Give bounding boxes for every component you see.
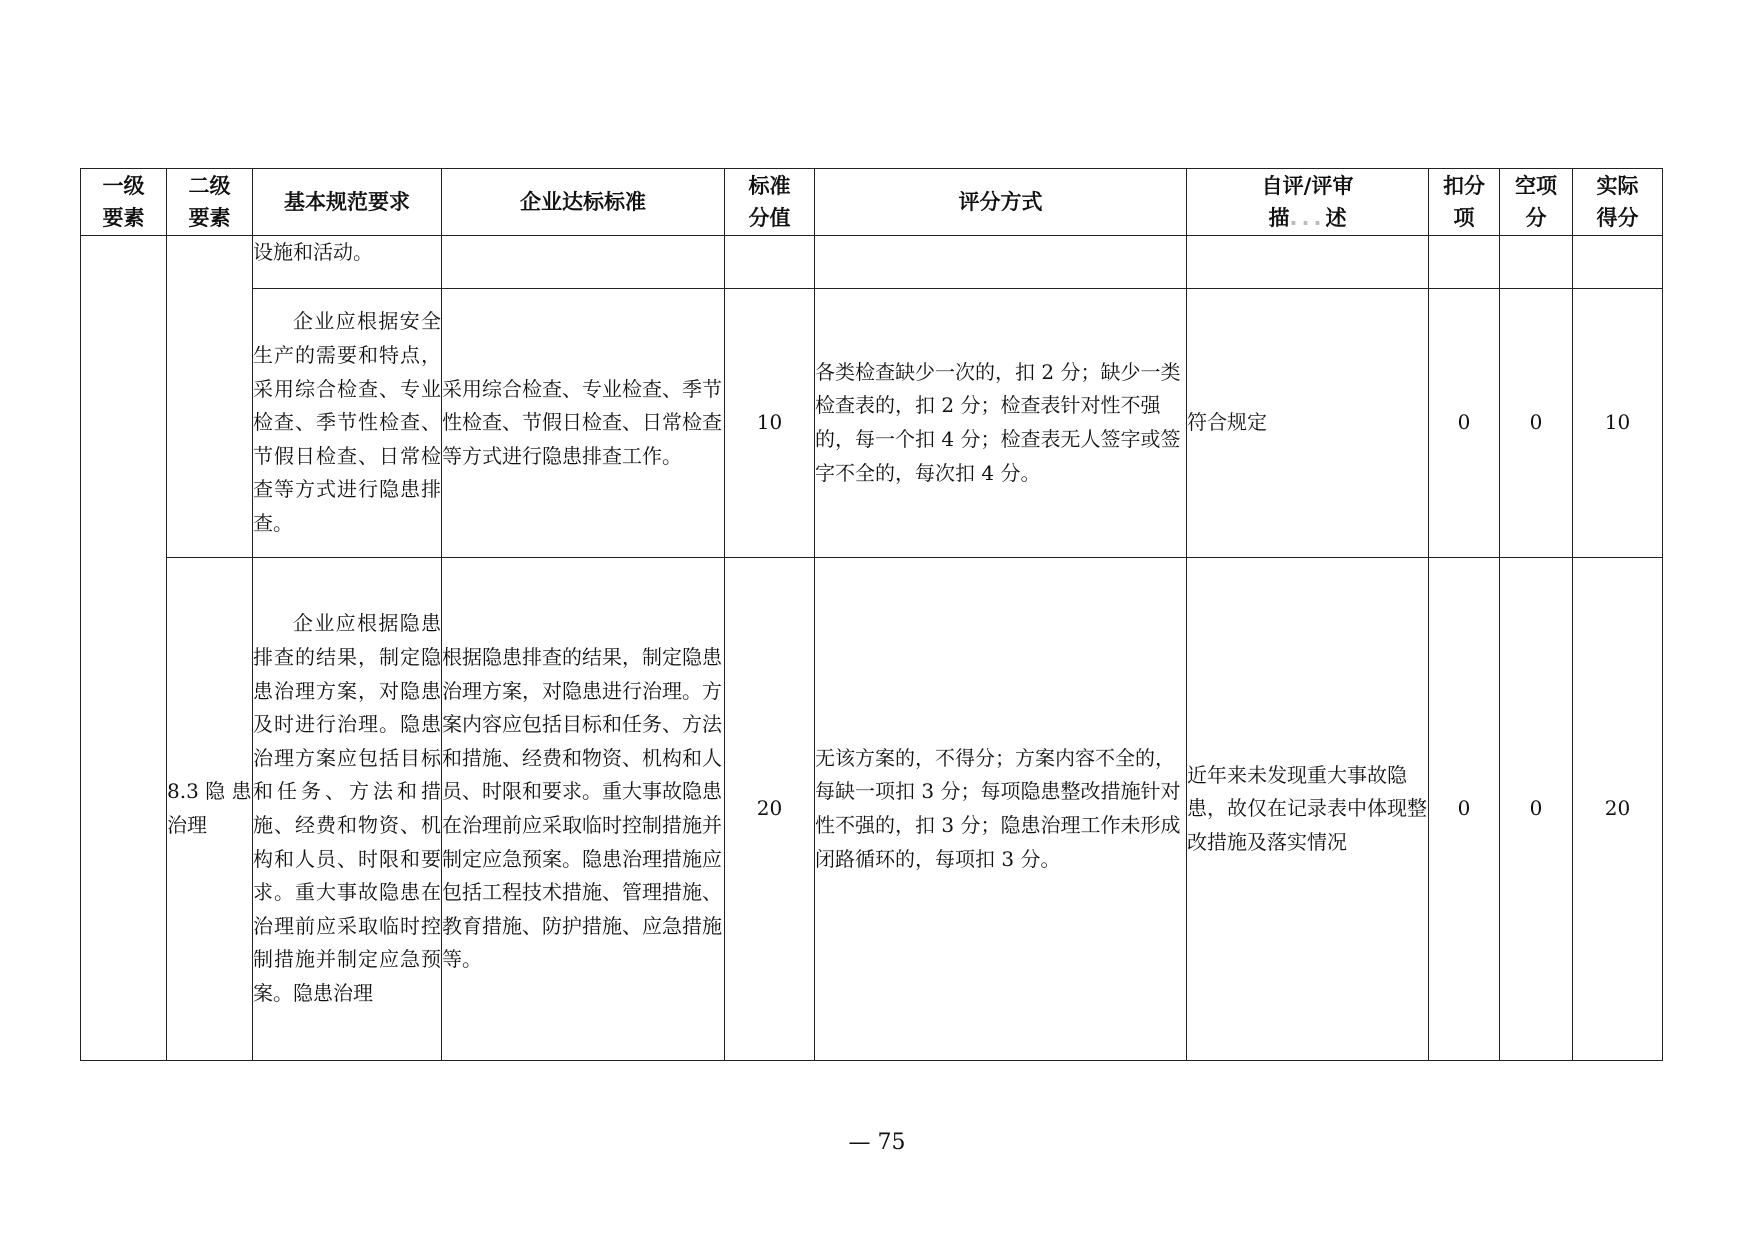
actual-cell [1573,236,1663,289]
score-cell: 10 [725,289,815,558]
standard-cell: 采用综合检查、专业检查、季节性检查、节假日检查、日常检查等方式进行隐患排查工作。 [442,289,725,558]
requirement-cell: 企业应根据安全生产的需要和特点，采用综合检查、专业检查、季节性检查、节假日检查、日常检查等方式进行隐患排查。 [253,289,442,558]
page-number: — 75 [848,1130,906,1155]
empty-cell [1500,236,1573,289]
score-cell: 20 [725,558,815,1061]
deduct-cell [1429,236,1500,289]
score-cell [725,236,815,289]
level2-cell: 8.3 隐 患 治理 [167,558,253,1061]
method-cell: 各类检查缺少一次的，扣 2 分；缺少一类检查表的，扣 2 分；检查表针对性不强的，每一个扣 4 分；检查表无人签字或签字不全的，每次扣 4 分。 [815,289,1187,558]
header-deduction: 扣分 项 [1429,169,1500,236]
table-row [81,236,1663,289]
deduct-cell: 0 [1429,289,1500,558]
self-eval-cell: 近年来未发现重大事故隐患，故仅在记录表中体现整改措施及落实情况 [1187,558,1429,1061]
header-row [81,169,1663,236]
table-row [81,289,1663,558]
standard-cell: 根据隐患排查的结果，制定隐患治理方案，对隐患进行治理。方案内容应包括目标和任务、方法和措施、经费和物资、机构和人员、时限和要求。重大事故隐患在治理前应采取临时控制措施并制定应急预案。隐患治理措施应包括工程技术措施、管理措施、教育措施、防护措施、应急措施等。 [442,558,725,1061]
header-scoring-method: 评分方式 [815,169,1187,236]
header-empty-item: 空项 分 [1500,169,1573,236]
method-cell: 无该方案的，不得分；方案内容不全的，每缺一项扣 3 分；每项隐患整改措施针对性不强的，扣 3 分；隐患治理工作未形成闭路循环的，每项扣 3 分。 [815,558,1187,1061]
standard-cell [442,236,725,289]
header-level1: 一级 要素 [81,169,167,236]
actual-cell: 20 [1573,558,1663,1061]
header-enterprise-standard: 企业达标标准 [442,169,725,236]
requirement-cell: 设施和活动。 [253,236,442,289]
scoring-table [80,168,1663,1061]
level2-cell [167,236,253,558]
table-row [81,558,1663,1061]
header-level2: 二级 要素 [167,169,253,236]
method-cell [815,236,1187,289]
actual-cell: 10 [1573,289,1663,558]
header-standard-score: 标准 分值 [725,169,815,236]
level1-cell [81,236,167,1061]
header-basic-requirement: 基本规范要求 [253,169,442,236]
header-actual-score: 实际 得分 [1573,169,1663,236]
self-eval-cell: 符合规定 [1187,289,1429,558]
empty-cell: 0 [1500,289,1573,558]
requirement-cell: 企业应根据隐患排查的结果，制定隐患治理方案，对隐患及时进行治理。隐患治理方案应包括目标和任务、方法和措施、经费和物资、机构和人员、时限和要求。重大事故隐患在治理前应采取临时控制措施并制定应急预案。隐患治理 [253,558,442,1061]
empty-cell: 0 [1500,558,1573,1061]
deduct-cell: 0 [1429,558,1500,1061]
self-eval-cell [1187,236,1429,289]
header-self-evaluation: 自评/评审 描...述 [1187,169,1429,236]
